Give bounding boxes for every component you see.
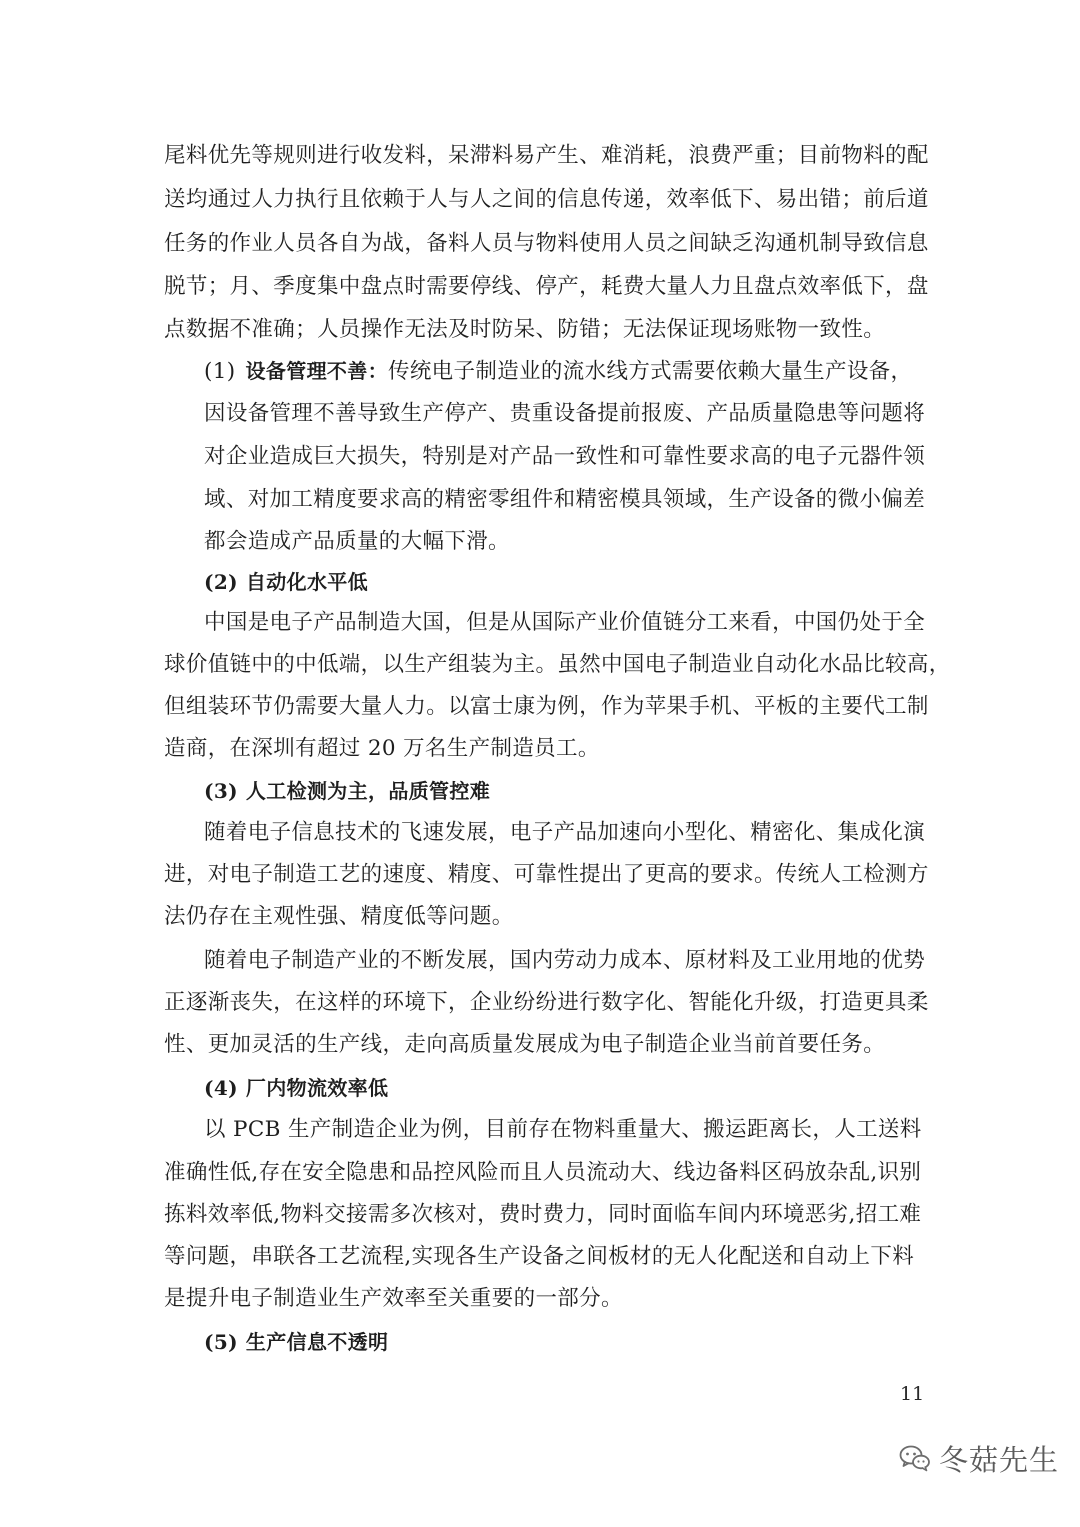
item-4-line: 等问题，串联各工艺流程,实现各生产设备之间板材的无人化配送和自动上下料 bbox=[164, 1244, 915, 1269]
item-4-line: 以 PCB 生产制造企业为例，目前存在物料重量大、搬运距离长，人工送料 bbox=[204, 1117, 922, 1142]
item-1-line: 都会造成产品质量的大幅下滑。 bbox=[204, 529, 510, 554]
paragraph-line: 尾料优先等规则进行收发料，呆滞料易产生、难消耗，浪费严重；目前物料的配 bbox=[164, 143, 929, 168]
item-4-line: 是提升电子制造业生产效率至关重要的一部分。 bbox=[164, 1286, 623, 1311]
watermark bbox=[899, 1436, 1059, 1480]
item-1-first-line-text: 传统电子制造业的流水线方式需要依赖大量生产设备， bbox=[387, 359, 913, 384]
paragraph-line: 随着电子制造产业的不断发展，国内劳动力成本、原材料及工业用地的优势 bbox=[204, 948, 926, 973]
item-2-line: 但组装环节仍需要大量人力。以富士康为例，作为苹果手机、平板的主要代工制 bbox=[164, 694, 929, 719]
paragraph-line: 点数据不准确；人员操作无法及时防呆、防错；无法保证现场账物一致性。 bbox=[164, 317, 886, 342]
paragraph-line: 送均通过人力执行且依赖于人与人之间的信息传递，效率低下、易出错；前后道 bbox=[164, 187, 929, 212]
item-2-line: 球价值链中的中低端，以生产组装为主。虽然中国电子制造业自动化水品比较高， bbox=[164, 652, 951, 677]
item-2-number: (2) bbox=[204, 570, 238, 594]
paragraph-line: 任务的作业人员各自为战，备料人员与物料使用人员之间缺乏沟通机制导致信息 bbox=[164, 231, 929, 256]
item-4-title: 厂内物流效率低 bbox=[245, 1076, 389, 1100]
item-3-heading bbox=[204, 771, 490, 811]
item-3-number: (3) bbox=[204, 779, 238, 803]
paragraph-line: 性、更加灵活的生产线，走向高质量发展成为电子制造企业当前首要任务。 bbox=[164, 1032, 886, 1057]
item-3-line: 法仍存在主观性强、精度低等问题。 bbox=[164, 904, 514, 929]
item-2-line: 造商，在深圳有超过 20 万名生产制造员工。 bbox=[164, 736, 600, 761]
item-3-line: 随着电子信息技术的飞速发展，电子产品加速向小型化、精密化、集成化演 bbox=[204, 820, 926, 845]
item-5-number: (5) bbox=[204, 1330, 238, 1354]
item-1-line: 因设备管理不善导致生产停产、贵重设备提前报废、产品质量隐患等问题将 bbox=[204, 401, 926, 426]
item-1-line: 域、对加工精度要求高的精密零组件和精密模具领域，生产设备的微小偏差 bbox=[204, 487, 926, 512]
item-3-title: 人工检测为主，品质管控难 bbox=[245, 779, 491, 803]
item-3-line: 进，对电子制造工艺的速度、精度、可靠性提出了更高的要求。传统人工检测方 bbox=[164, 862, 929, 887]
paragraph-line: 脱节；月、季度集中盘点时需要停线、停产，耗费大量人力且盘点效率低下，盘 bbox=[164, 274, 929, 299]
paragraph-line: 正逐渐丧失，在这样的环境下，企业纷纷进行数字化、智能化升级，打造更具柔 bbox=[164, 990, 929, 1015]
page-number: 11 bbox=[900, 1383, 925, 1405]
item-4-line: 准确性低,存在安全隐患和品控风险而且人员流动大、线边备料区码放杂乱,识别 bbox=[164, 1160, 922, 1185]
item-4-number: (4) bbox=[204, 1076, 238, 1100]
item-1-number: (1) bbox=[204, 359, 236, 384]
wechat-icon bbox=[899, 1444, 931, 1472]
item-4-heading bbox=[204, 1068, 388, 1108]
watermark-text: 冬菇先生 bbox=[939, 1442, 1060, 1477]
item-4-line: 拣料效率低,物料交接需多次核对，费时费力，同时面临车间内环境恶劣,招工难 bbox=[164, 1202, 922, 1227]
item-5-heading bbox=[204, 1322, 388, 1362]
item-1-title: 设备管理不善： bbox=[245, 359, 388, 383]
item-1-line: 对企业造成巨大损失，特别是对产品一致性和可靠性要求高的电子元器件领 bbox=[204, 444, 926, 469]
item-2-heading bbox=[204, 562, 368, 602]
item-5-title: 生产信息不透明 bbox=[245, 1330, 389, 1354]
item-2-line: 中国是电子产品制造大国，但是从国际产业价值链分工来看，中国仍处于全 bbox=[204, 610, 926, 635]
item-1-first-line bbox=[204, 351, 912, 391]
item-2-title: 自动化水平低 bbox=[245, 570, 369, 594]
